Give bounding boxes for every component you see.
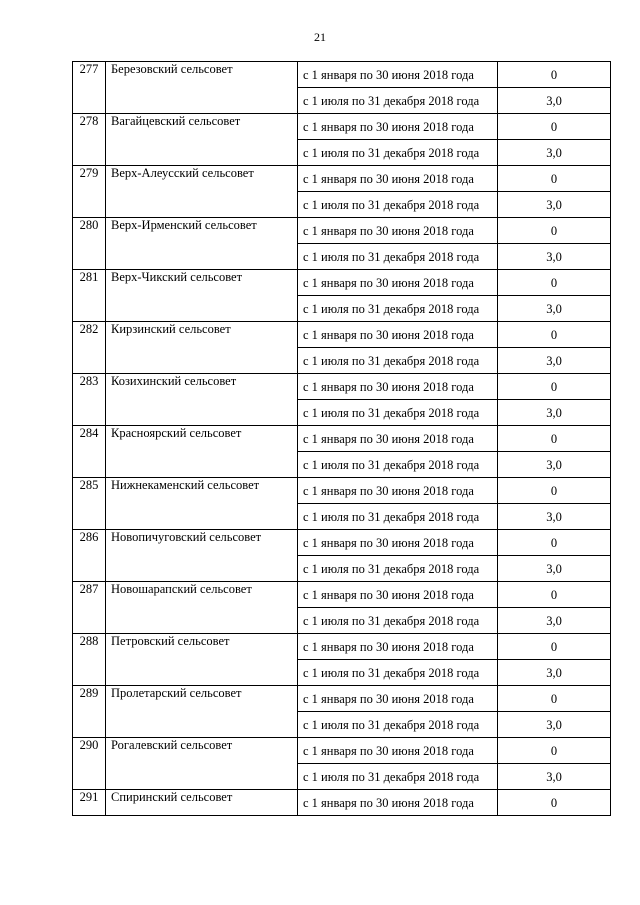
settlement-name: Козихинский сельсовет <box>106 374 298 426</box>
rate-cell: 3,0 <box>498 504 611 530</box>
period-cell: с 1 июля по 31 декабря 2018 года <box>298 296 498 322</box>
row-number: 280 <box>73 218 106 270</box>
row-number: 286 <box>73 530 106 582</box>
rate-cell: 3,0 <box>498 348 611 374</box>
table-row <box>73 582 611 608</box>
rate-cell: 3,0 <box>498 296 611 322</box>
period-cell: с 1 января по 30 июня 2018 года <box>298 114 498 140</box>
period-cell: с 1 июля по 31 декабря 2018 года <box>298 452 498 478</box>
rate-cell: 0 <box>498 166 611 192</box>
table-row <box>73 218 611 244</box>
period-cell: с 1 января по 30 июня 2018 года <box>298 790 498 816</box>
settlement-name: Петровский сельсовет <box>106 634 298 686</box>
table-row <box>73 166 611 192</box>
period-cell: с 1 июля по 31 декабря 2018 года <box>298 556 498 582</box>
tariff-table <box>72 61 611 816</box>
row-number: 291 <box>73 790 106 816</box>
settlement-name: Новопичуговский сельсовет <box>106 530 298 582</box>
table-row <box>73 530 611 556</box>
period-cell: с 1 июля по 31 декабря 2018 года <box>298 244 498 270</box>
rate-cell: 0 <box>498 374 611 400</box>
period-cell: с 1 января по 30 июня 2018 года <box>298 478 498 504</box>
rate-cell: 0 <box>498 738 611 764</box>
row-number: 290 <box>73 738 106 790</box>
row-number: 281 <box>73 270 106 322</box>
period-cell: с 1 января по 30 июня 2018 года <box>298 634 498 660</box>
period-cell: с 1 января по 30 июня 2018 года <box>298 374 498 400</box>
period-cell: с 1 января по 30 июня 2018 года <box>298 322 498 348</box>
table-row <box>73 62 611 88</box>
tariff-table-body <box>73 62 611 816</box>
rate-cell: 0 <box>498 218 611 244</box>
period-cell: с 1 июля по 31 декабря 2018 года <box>298 400 498 426</box>
page-number: 21 <box>314 30 326 44</box>
row-number: 283 <box>73 374 106 426</box>
rate-cell: 0 <box>498 270 611 296</box>
table-row <box>73 686 611 712</box>
rate-cell: 3,0 <box>498 140 611 166</box>
row-number: 284 <box>73 426 106 478</box>
rate-cell: 0 <box>498 322 611 348</box>
rate-cell: 3,0 <box>498 608 611 634</box>
row-number: 279 <box>73 166 106 218</box>
settlement-name: Вагайцевский сельсовет <box>106 114 298 166</box>
rate-cell: 3,0 <box>498 764 611 790</box>
rate-cell: 3,0 <box>498 400 611 426</box>
settlement-name: Пролетарский сельсовет <box>106 686 298 738</box>
period-cell: с 1 июля по 31 декабря 2018 года <box>298 348 498 374</box>
settlement-name: Березовский сельсовет <box>106 62 298 114</box>
table-row <box>73 270 611 296</box>
period-cell: с 1 января по 30 июня 2018 года <box>298 530 498 556</box>
row-number: 288 <box>73 634 106 686</box>
rate-cell: 0 <box>498 530 611 556</box>
table-row <box>73 634 611 660</box>
rate-cell: 0 <box>498 478 611 504</box>
table-row <box>73 790 611 816</box>
period-cell: с 1 января по 30 июня 2018 года <box>298 686 498 712</box>
period-cell: с 1 июля по 31 декабря 2018 года <box>298 764 498 790</box>
table-row <box>73 738 611 764</box>
rate-cell: 3,0 <box>498 244 611 270</box>
row-number: 282 <box>73 322 106 374</box>
period-cell: с 1 июля по 31 декабря 2018 года <box>298 88 498 114</box>
rate-cell: 3,0 <box>498 556 611 582</box>
rate-cell: 3,0 <box>498 452 611 478</box>
table-row <box>73 478 611 504</box>
table-row <box>73 114 611 140</box>
row-number: 278 <box>73 114 106 166</box>
table-row <box>73 374 611 400</box>
period-cell: с 1 января по 30 июня 2018 года <box>298 166 498 192</box>
settlement-name: Верх-Ирменский сельсовет <box>106 218 298 270</box>
settlement-name: Верх-Алеусский сельсовет <box>106 166 298 218</box>
period-cell: с 1 июля по 31 декабря 2018 года <box>298 504 498 530</box>
rate-cell: 3,0 <box>498 712 611 738</box>
period-cell: с 1 июля по 31 декабря 2018 года <box>298 140 498 166</box>
rate-cell: 0 <box>498 426 611 452</box>
rate-cell: 0 <box>498 790 611 816</box>
period-cell: с 1 января по 30 июня 2018 года <box>298 62 498 88</box>
table-row <box>73 322 611 348</box>
rate-cell: 0 <box>498 686 611 712</box>
period-cell: с 1 июля по 31 декабря 2018 года <box>298 660 498 686</box>
settlement-name: Верх-Чикский сельсовет <box>106 270 298 322</box>
rate-cell: 3,0 <box>498 88 611 114</box>
period-cell: с 1 июля по 31 декабря 2018 года <box>298 192 498 218</box>
row-number: 289 <box>73 686 106 738</box>
row-number: 287 <box>73 582 106 634</box>
period-cell: с 1 января по 30 июня 2018 года <box>298 738 498 764</box>
settlement-name: Спиринский сельсовет <box>106 790 298 816</box>
settlement-name: Красноярский сельсовет <box>106 426 298 478</box>
rate-cell: 0 <box>498 114 611 140</box>
row-number: 285 <box>73 478 106 530</box>
period-cell: с 1 июля по 31 декабря 2018 года <box>298 608 498 634</box>
row-number: 277 <box>73 62 106 114</box>
settlement-name: Кирзинский сельсовет <box>106 322 298 374</box>
rate-cell: 0 <box>498 634 611 660</box>
table-row <box>73 426 611 452</box>
settlement-name: Рогалевский сельсовет <box>106 738 298 790</box>
period-cell: с 1 июля по 31 декабря 2018 года <box>298 712 498 738</box>
settlement-name: Новошарапский сельсовет <box>106 582 298 634</box>
rate-cell: 0 <box>498 62 611 88</box>
period-cell: с 1 января по 30 июня 2018 года <box>298 582 498 608</box>
rate-cell: 3,0 <box>498 660 611 686</box>
rate-cell: 3,0 <box>498 192 611 218</box>
settlement-name: Нижнекаменский сельсовет <box>106 478 298 530</box>
period-cell: с 1 января по 30 июня 2018 года <box>298 218 498 244</box>
period-cell: с 1 января по 30 июня 2018 года <box>298 270 498 296</box>
period-cell: с 1 января по 30 июня 2018 года <box>298 426 498 452</box>
rate-cell: 0 <box>498 582 611 608</box>
